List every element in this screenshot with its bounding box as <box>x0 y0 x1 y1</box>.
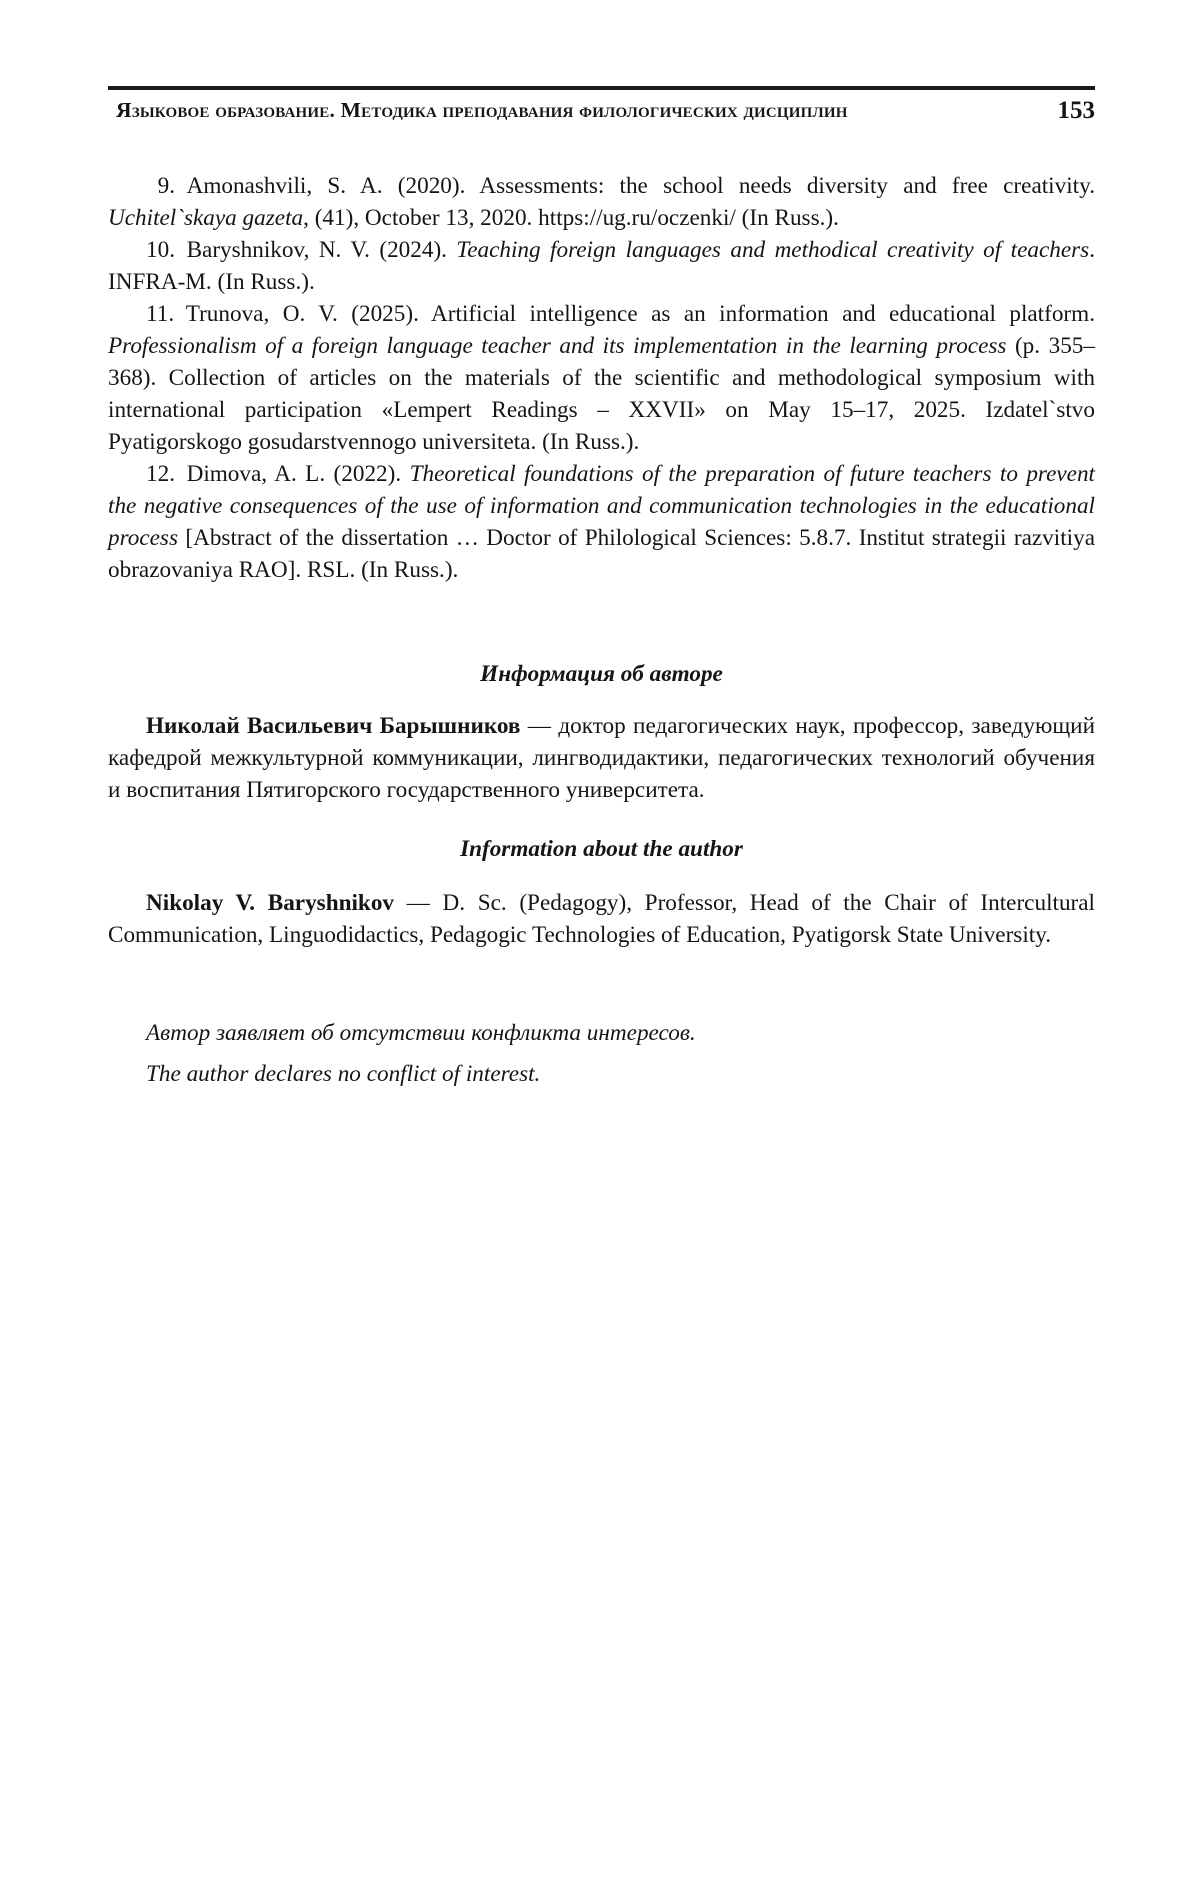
text-segment: 12. Dimova, A. L. (2022). <box>146 461 410 487</box>
text-segment: (p. 355–368). Collection of articles on the materials of the scientific and methodological symposium with international participation «Lempert Readings – XXVII» on May 15–17, 2025. Izdatel`stvo Pyatigorskogo gosudarstvennogo universiteta. (In Russ.). <box>108 333 1095 455</box>
text-segment: . INFRA-M. (In Russ.). <box>108 237 1095 295</box>
conflict-statement-en: The author declares no conflict of interest. <box>146 1061 541 1087</box>
text-segment: 10. Baryshnikov, N. V. (2024). <box>146 237 457 263</box>
running-head-rule <box>108 86 1095 90</box>
text-segment: — D. Sc. (Pedagogy), Professor, Head of the Chair of Intercultural Communication, Linguodidactics, Pedagogic Technologies of Education, Pyatigorsk State University. <box>108 890 1096 948</box>
page-number: 153 <box>1057 97 1095 124</box>
references-list <box>108 170 1095 586</box>
text-segment: Nikolay V. Baryshnikov <box>146 890 395 916</box>
reference-item-12 <box>108 458 1095 586</box>
text-segment: Teaching foreign languages and methodical creativity of teachers <box>456 237 1090 263</box>
reference-item-9 <box>108 170 1095 234</box>
text-segment: Professionalism of a foreign language teacher and its implementation in the learning process <box>108 333 1007 359</box>
text-segment: Theoretical foundations of the preparation of future teachers to prevent the negative consequences of the use of information and communication technologies in the educational process <box>108 461 1096 551</box>
author-info-paragraph-ru <box>108 710 1095 806</box>
text-segment: — доктор педагогических наук, профессор, заведующий кафедрой межкультурной коммуникации, лингводидактики, педагогических технологий обучения и воспитания Пятигорского государственного университета. <box>108 713 1095 803</box>
text-segment: Uchitel`skaya gazeta <box>108 205 304 231</box>
reference-item-11 <box>108 298 1095 458</box>
text-segment: Николай Васильевич Барышников <box>146 713 521 739</box>
journal-page <box>108 86 1095 1090</box>
reference-item-10 <box>108 234 1095 298</box>
author-info-heading-en: Information about the author <box>460 836 743 862</box>
conflict-of-interest-block <box>108 1017 1095 1090</box>
running-head-title: Языковое образование. Методика преподавания филологических дисциплин <box>116 98 848 122</box>
running-head <box>108 98 1095 123</box>
author-info-paragraph-en <box>108 887 1095 951</box>
author-info-heading-ru: Информация об авторе <box>480 661 723 687</box>
text-segment: 11. Trunova, O. V. (2025). Artificial intelligence as an information and educational platform. <box>146 301 1095 327</box>
text-segment: , (41), October 13, 2020. https://ug.ru/oczenki/ (In Russ.). <box>303 205 839 231</box>
text-segment: [Abstract of the dissertation … Doctor of Philological Sciences: 5.8.7. Institut strategii razvitiya obrazovaniya RAO]. RSL. (In Russ.). <box>108 525 1095 583</box>
text-segment: 9. Amonashvili, S. A. (2020). Assessments: the school needs diversity and free creativity. <box>146 173 1095 199</box>
conflict-statement-ru: Автор заявляет об отсутствии конфликта интересов. <box>146 1020 696 1046</box>
